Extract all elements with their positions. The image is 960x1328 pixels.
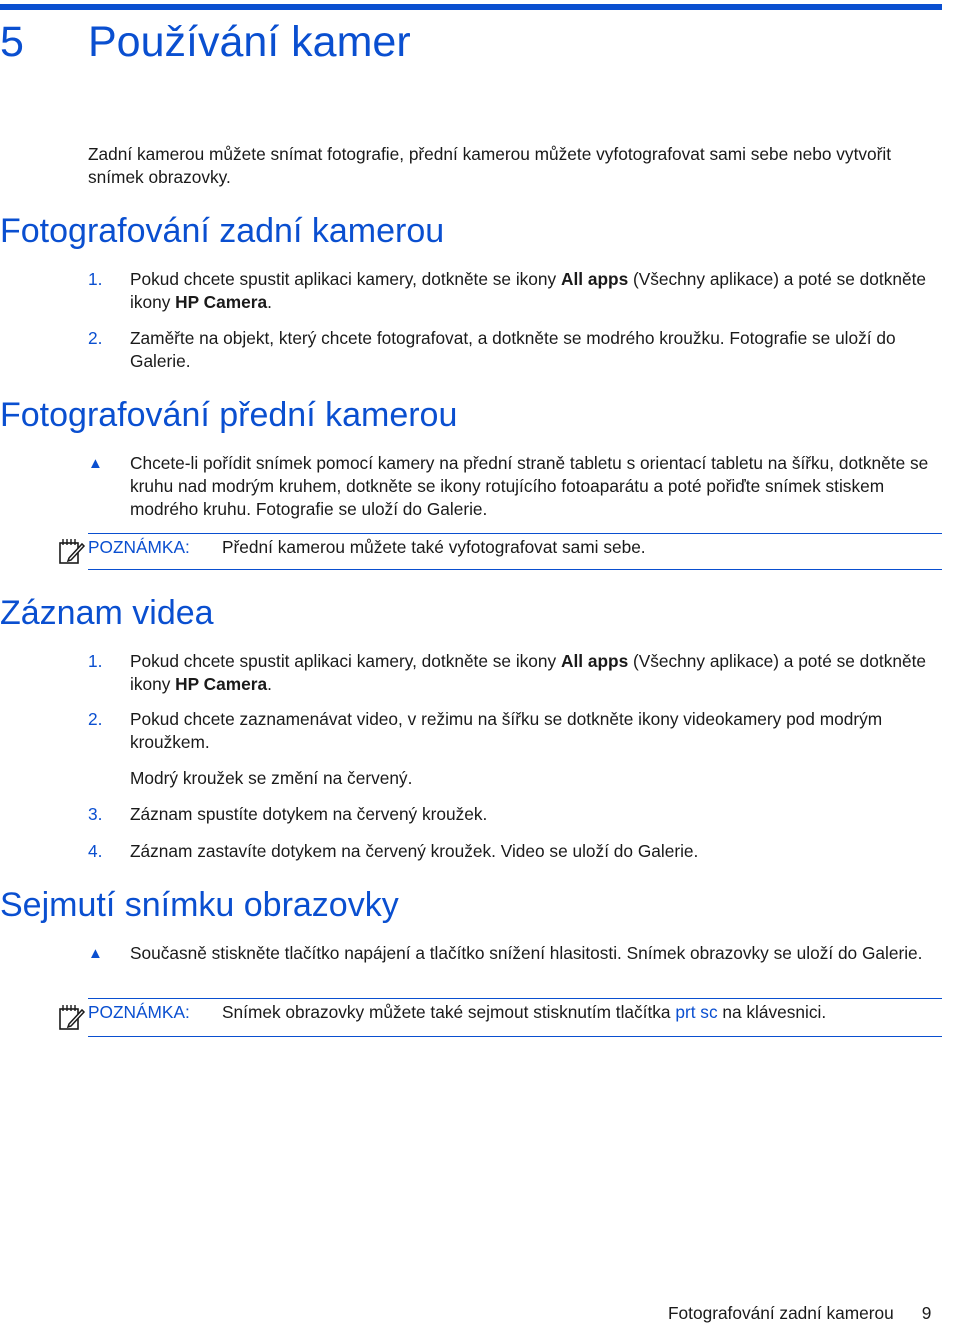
screenshot-bullet-item (88, 942, 938, 965)
footer-section: Fotografování zadní kamerou (668, 1303, 894, 1323)
note-label: POZNÁMKA: (88, 537, 190, 557)
section-title-front: Fotografování přední kamerou (0, 396, 458, 434)
rear-step-2 (88, 327, 938, 373)
step-text: Zaměřte na objekt, který chcete fotografovat, a dotkněte se modrého kroužku. Fotografie se uloží do Galerie. (130, 328, 896, 371)
prt-sc-key-label: prt sc (675, 1002, 718, 1022)
intro-paragraph: Zadní kamerou můžete snímat fotografie, přední kamerou můžete vyfotografovat sami sebe nebo vytvořit snímek obrazovky. (88, 144, 892, 187)
step-number: 2. (88, 709, 103, 729)
page-number: 9 (921, 1303, 932, 1323)
all-apps-label: All apps (560, 269, 629, 289)
front-text: Chcete-li pořídit snímek pomocí kamery na přední straně tabletu s orientací tabletu na šířku, dotkněte se kruhu nad modrým kruhem, dotkněte se ikony rotujícího fotoaparátu a poté pořiďte snímek stiskem modrého kruhu. Fotografie se uloží do Galerie. (130, 453, 929, 519)
step-text: Záznam zastavíte dotykem na červený kroužek. Video se uloží do Galerie. (130, 841, 699, 861)
section-title-video: Záznam videa (0, 594, 214, 632)
section-title-screenshot: Sejmutí snímku obrazovky (0, 886, 399, 924)
chapter-title (0, 18, 411, 67)
note-pencil-icon (56, 536, 86, 566)
rear-step-1: 1. Pokud chcete spustit aplikaci kamery, dotkněte se ikony All apps (Všechny aplikace) a poté se dotkněte ikony HP Camera. (88, 269, 926, 312)
note-screenshot (56, 998, 942, 1040)
note-label: POZNÁMKA: (88, 1002, 190, 1022)
step-text: Pokud chcete zaznamenávat video, v režimu na šířku se dotkněte ikony videokamery pod modrým kroužkem. (130, 709, 883, 752)
triangle-bullet-icon: ▲ (88, 945, 103, 962)
hp-camera-label: HP Camera (175, 292, 268, 312)
note-bottom-rule (88, 569, 942, 570)
screenshot-text: Současně stiskněte tlačítko napájení a tlačítko snížení hlasitosti. Snímek obrazovky se uloží do Galerie. (130, 943, 923, 963)
step-number: 3. (88, 804, 103, 824)
step-text: Záznam spustíte dotykem na červený kroužek. (130, 804, 488, 824)
note-text: POZNÁMKA: Přední kamerou můžete také vyfotografovat sami sebe. (88, 537, 646, 557)
note-top-rule (88, 533, 942, 534)
top-rule (0, 4, 942, 10)
step-subtext: Modrý kroužek se změní na červený. (130, 768, 413, 788)
note-front (56, 533, 942, 573)
note-pencil-icon (56, 1002, 86, 1032)
video-step-1: 1. Pokud chcete spustit aplikaci kamery, dotkněte se ikony All apps (Všechny aplikace) a poté se dotkněte ikony HP Camera. (88, 651, 926, 694)
all-apps-label: All apps (560, 651, 629, 671)
video-step-3 (88, 803, 938, 826)
step-number: 1. (88, 269, 103, 289)
note-top-rule (88, 998, 942, 999)
hp-camera-label: HP Camera (175, 674, 268, 694)
video-step-4 (88, 840, 938, 863)
video-step-2 (88, 708, 938, 754)
page-footer (668, 1303, 931, 1324)
chapter-number: 5 (0, 18, 24, 66)
triangle-bullet-icon: ▲ (88, 455, 103, 472)
step-number: 2. (88, 328, 103, 348)
step-number: 1. (88, 651, 103, 671)
front-bullet-item (88, 452, 938, 521)
section-title-rear: Fotografování zadní kamerou (0, 212, 445, 250)
note-bottom-rule (88, 1036, 942, 1037)
step-number: 4. (88, 841, 103, 861)
chapter-title-text: Používání kamer (88, 18, 411, 66)
note-text: POZNÁMKA: Snímek obrazovky můžete také sejmout stisknutím tlačítka prt sc na klávesnici. (88, 1002, 827, 1022)
video-step-2-sub (88, 767, 938, 790)
